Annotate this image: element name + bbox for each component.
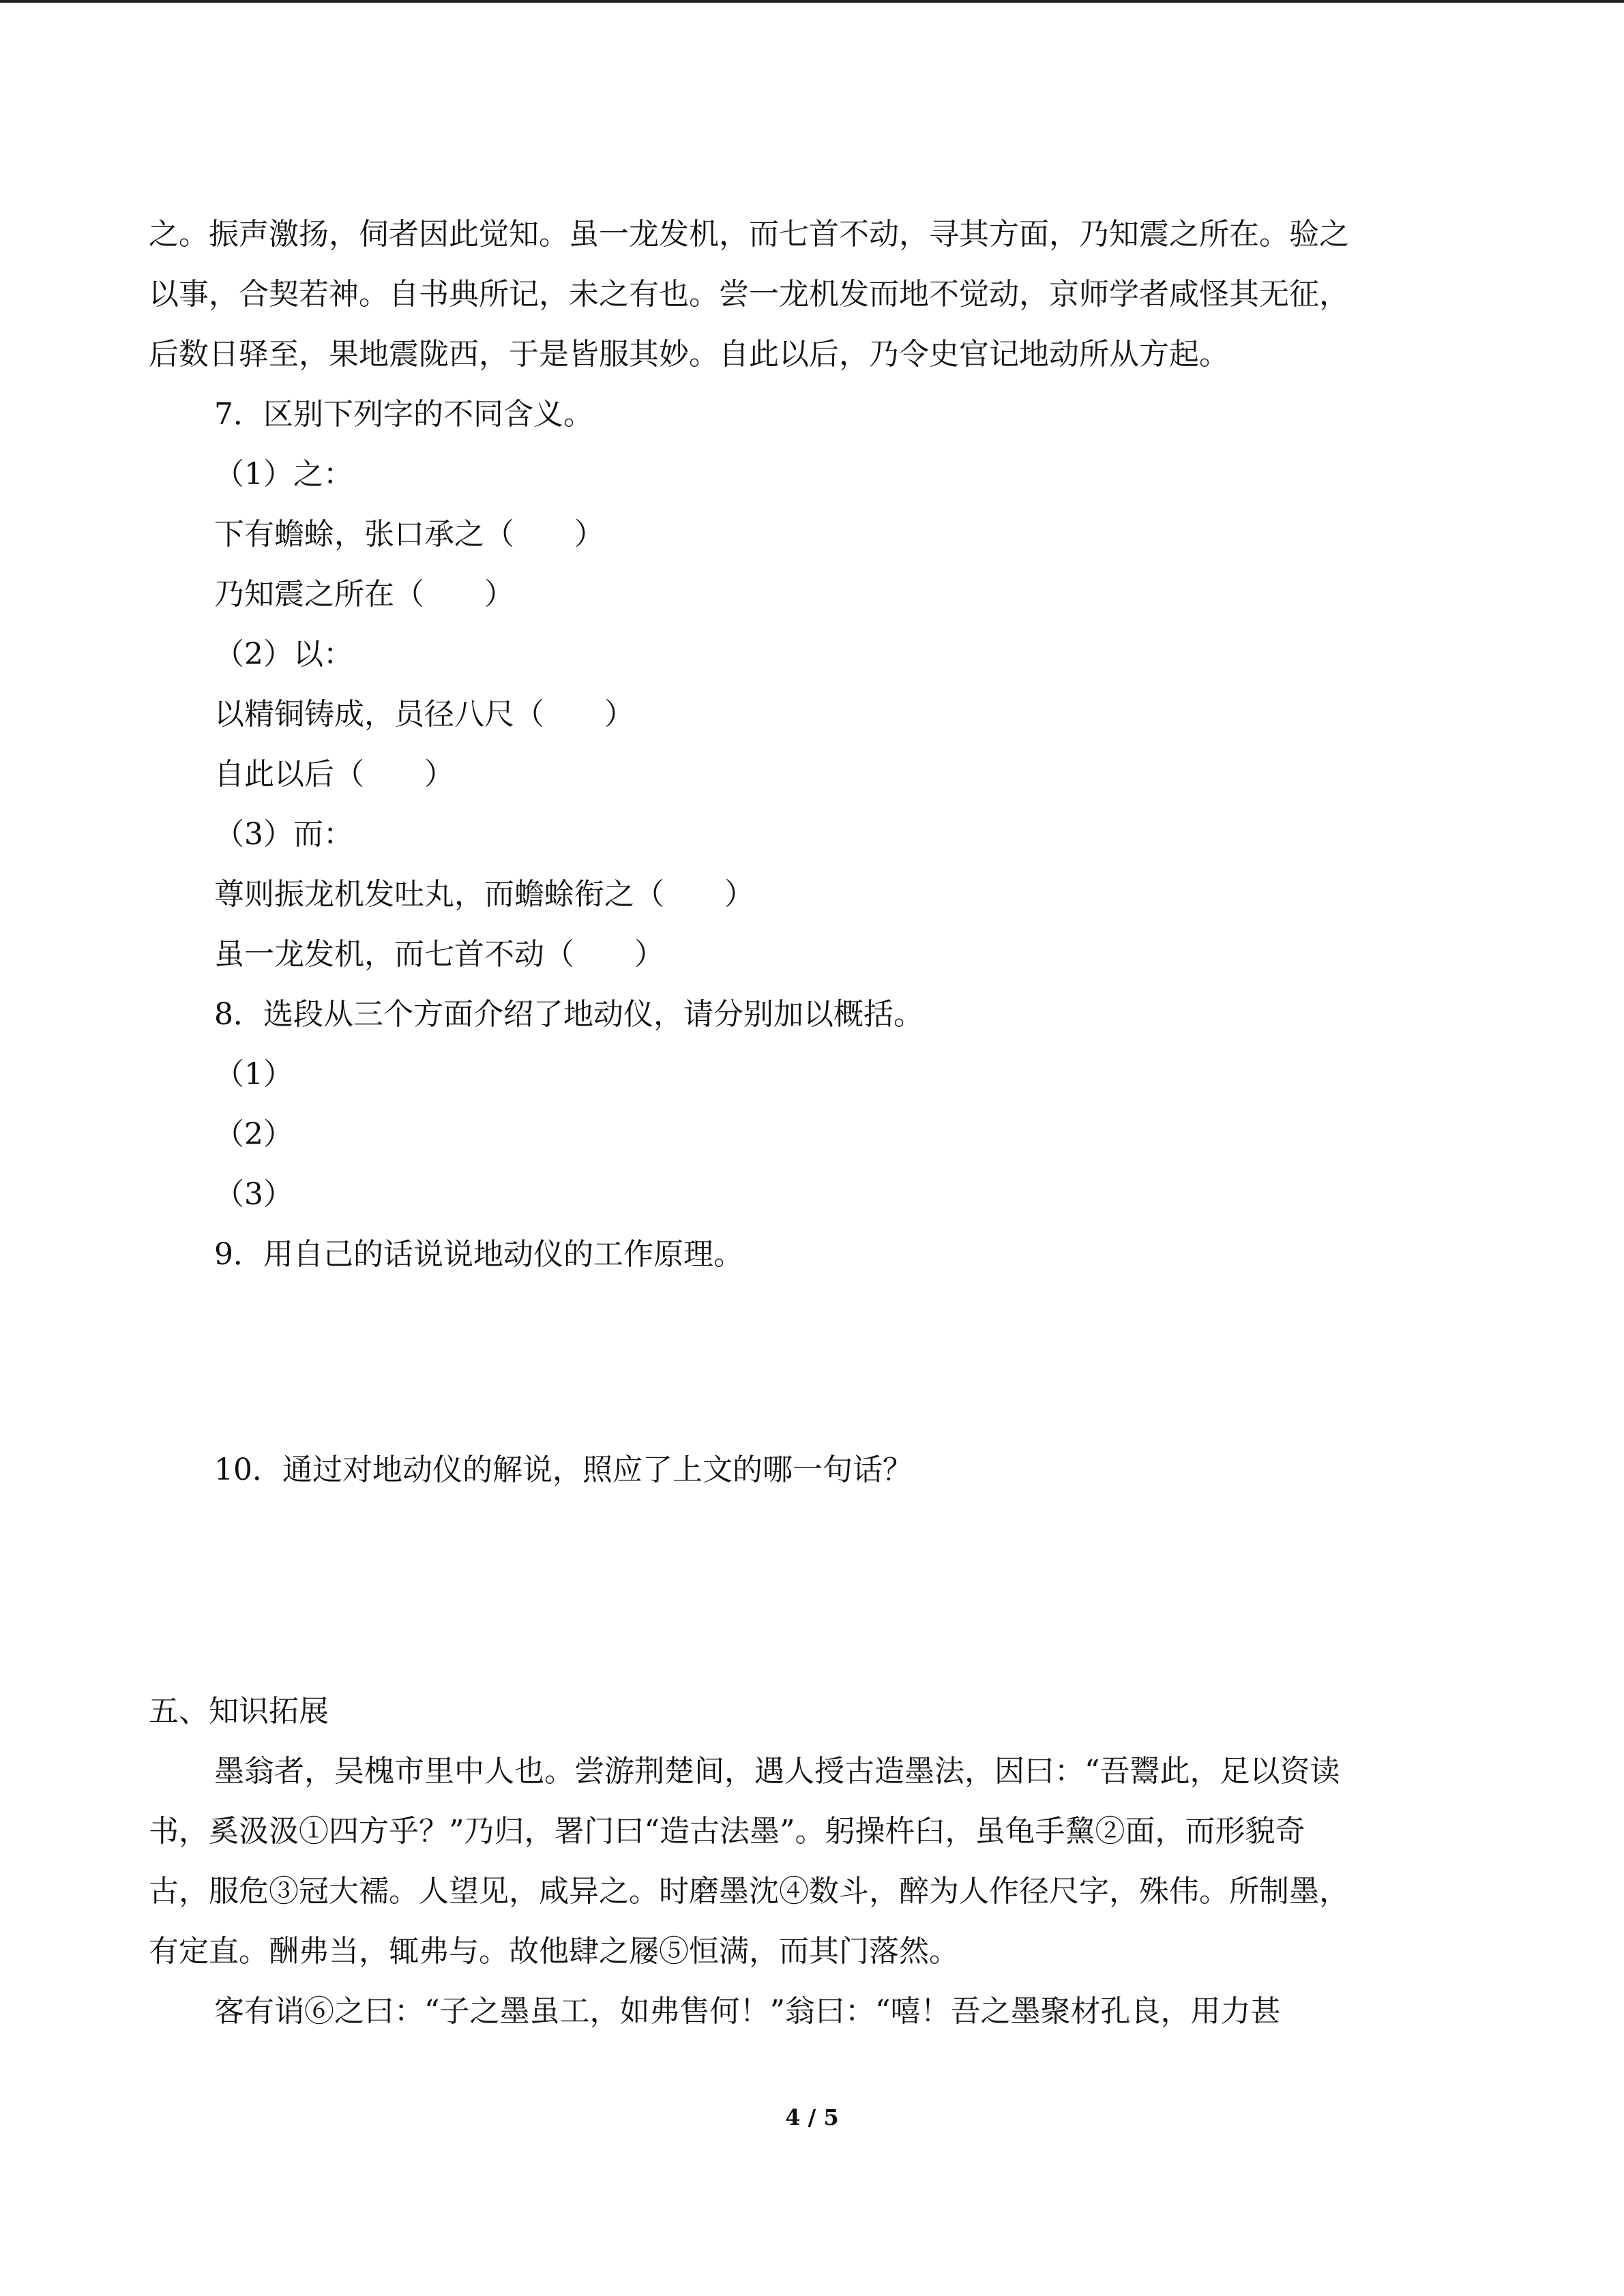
- answer-slot: （3）: [214, 1177, 293, 1212]
- passage-line: 客有诮⑥之曰：“子之墨虽工，如弗售何！”翁曰：“嘻！吾之墨聚材孔良，用力甚: [214, 1994, 1281, 2029]
- question-title: 10．通过对地动仪的解说，照应了上文的哪一句话？: [214, 1452, 913, 1487]
- section-title: 五、知识拓展: [149, 1694, 329, 1729]
- subquestion-item: 虽一龙发机，而七首不动（ ）: [214, 937, 664, 972]
- question-title: 8．选段从三个方面介绍了地动仪，请分别加以概括。: [214, 997, 924, 1032]
- passage-line: 书，奚汲汲①四方乎？”乃归，署门曰“造古法墨”。躬操杵臼，虽龟手黧②面，而形貌奇: [149, 1814, 1305, 1849]
- subquestion-item: 乃知震之所在（ ）: [214, 577, 514, 612]
- question-9: [149, 1225, 1465, 1440]
- subquestion-item: 下有蟾蜍，张口承之（ ）: [214, 517, 604, 552]
- question-title: 7．区别下列字的不同含义。: [214, 397, 593, 432]
- intro-passage: [149, 205, 1465, 385]
- subquestion-item: 尊则振龙机发吐丸，而蟾蜍衔之（ ）: [214, 877, 754, 912]
- passage-line: 古，服危③冠大襦。人望见，咸异之。时磨墨沈④数斗，醉为人作径尺字，殊伟。所制墨，: [149, 1874, 1349, 1909]
- subquestion-label: （2）以：: [214, 637, 353, 672]
- passage-line: 之。振声激扬，伺者因此觉知。虽一龙发机，而七首不动，寻其方面，乃知震之所在。验之: [149, 217, 1349, 252]
- passage-line: 后数日驿至，果地震陇西，于是皆服其妙。自此以后，乃令史官记地动所从方起。: [149, 337, 1229, 372]
- subquestion-item: 自此以后（ ）: [214, 757, 454, 792]
- subquestion-item: 以精铜铸成，员径八尺（ ）: [214, 697, 634, 732]
- answer-slot: （1）: [214, 1057, 293, 1092]
- answer-slot: （2）: [214, 1117, 293, 1152]
- question-10: [149, 1440, 1465, 1682]
- question-8: [149, 985, 1465, 1225]
- passage-line: 有定直。酬弗当，辄弗与。故他肆之屦⑤恒满，而其门落然。: [149, 1934, 959, 1969]
- top-border-line: [0, 0, 1624, 3]
- page-number: 4 / 5: [785, 2104, 839, 2130]
- subquestion-label: （1）之：: [214, 457, 353, 492]
- question-7: [149, 385, 1465, 985]
- passage-line: 墨翁者，吴槐市里中人也。尝游荆楚间，遇人授古造墨法，因曰：“吾鬻此，足以资读: [214, 1754, 1340, 1789]
- subquestion-label: （3）而：: [214, 817, 353, 852]
- document-page: [149, 205, 1465, 2042]
- answer-space: [149, 1500, 1465, 1682]
- passage-line: 以事，合契若神。自书典所记，未之有也。尝一龙机发而地不觉动，京师学者咸怪其无征，: [149, 277, 1349, 312]
- section-5: [149, 1682, 1465, 2042]
- question-title: 9．用自己的话说说地动仪的工作原理。: [214, 1237, 743, 1272]
- answer-space: [149, 1285, 1465, 1440]
